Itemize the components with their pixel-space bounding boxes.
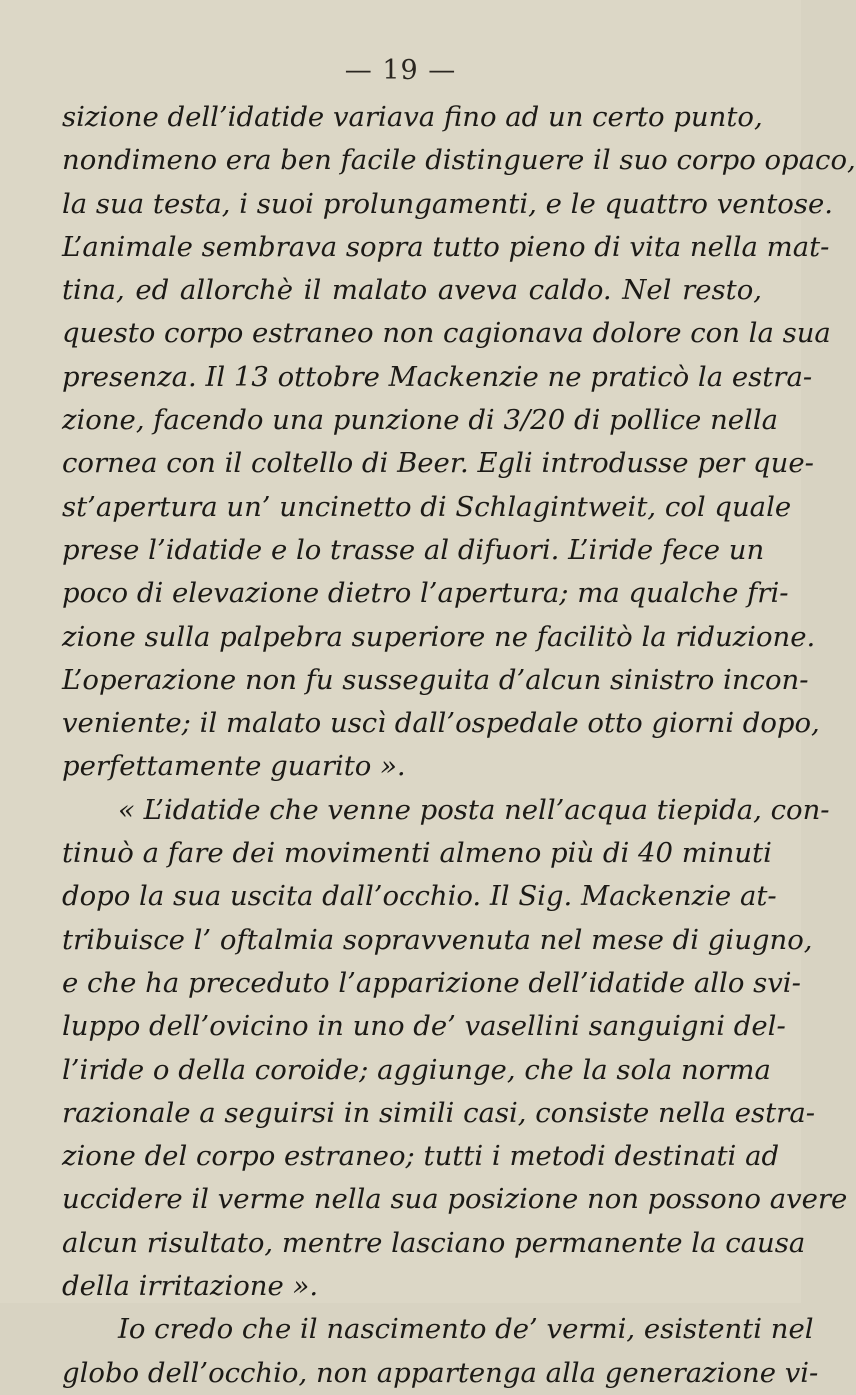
text-line: nondimeno era ben facile distinguere il suo corpo opaco,: [62, 144, 856, 177]
text-line: presenza. Il 13 ottobre Mackenzie ne praticò la estra-: [62, 360, 813, 393]
text-line: zione del corpo estraneo; tutti i metodi destinati ad: [62, 1140, 780, 1173]
text-line: L’operazione non fu susseguita d’alcun sinistro incon-: [62, 663, 809, 696]
text-line: cornea con il coltello di Beer. Egli introdusse per que-: [62, 447, 814, 480]
text-line: veniente; il malato uscì dall’ospedale otto giorni dopo,: [62, 707, 820, 740]
text-line: l’iride o della coroide; aggiunge, che la sola norma: [62, 1053, 771, 1086]
paragraph-start-line: « L’idatide che venne posta nell’acqua tiepida, con-: [118, 793, 830, 826]
text-line: e che ha preceduto l’apparizione dell’idatide allo svi-: [62, 966, 801, 999]
text-line: la sua testa, i suoi prolungamenti, e le quattro ventose.: [62, 187, 833, 220]
text-line: uccidere il verme nella sua posizione non possono avere: [62, 1183, 848, 1216]
page-number: — 19 —: [344, 55, 457, 86]
text-line: globo dell’occhio, non appartenga alla generazione vi-: [62, 1356, 819, 1389]
paragraph-end-line: perfettamente guarito ».: [62, 750, 406, 783]
text-line: tribuisce l’ oftalmia sopravvenuta nel mese di giugno,: [62, 923, 813, 956]
body-text: [62, 96, 856, 1395]
text-line: tinuò a fare dei movimenti almeno più di 40 minuti: [62, 837, 772, 870]
text-line: zione, facendo una punzione di 3/20 di pollice nella: [62, 404, 779, 437]
paragraph-end-line: della irritazione ».: [62, 1270, 319, 1303]
text-line: dopo la sua uscita dall’occhio. Il Sig. Mackenzie at-: [62, 880, 777, 913]
text-line: zione sulla palpebra superiore ne facilitò la riduzione.: [62, 620, 816, 653]
text-line: L’animale sembrava sopra tutto pieno di vita nella mat-: [62, 230, 830, 263]
text-line: prese l’idatide e lo trasse al difuori. L’iride fece un: [62, 533, 765, 566]
text-line: alcun risultato, mentre lasciano permanente la causa: [62, 1226, 806, 1259]
text-line: questo corpo estraneo non cagionava dolore con la sua: [62, 317, 831, 350]
text-line: luppo dell’ovicino in uno de’ vasellini sanguigni del-: [62, 1010, 786, 1043]
text-line: razionale a seguirsi in simili casi, consiste nella estra-: [62, 1096, 816, 1129]
text-line: tina, ed allorchè il malato aveva caldo. Nel resto,: [62, 274, 762, 307]
text-line: st’apertura un’ uncinetto di Schlagintweit, col quale: [62, 490, 792, 523]
text-line: poco di elevazione dietro l’apertura; ma qualche fri-: [62, 577, 789, 610]
paragraph-start-line: Io credo che il nascimento de’ vermi, esistenti nel: [118, 1313, 814, 1346]
text-line: sizione dell’idatide variava fino ad un certo punto,: [62, 101, 763, 133]
